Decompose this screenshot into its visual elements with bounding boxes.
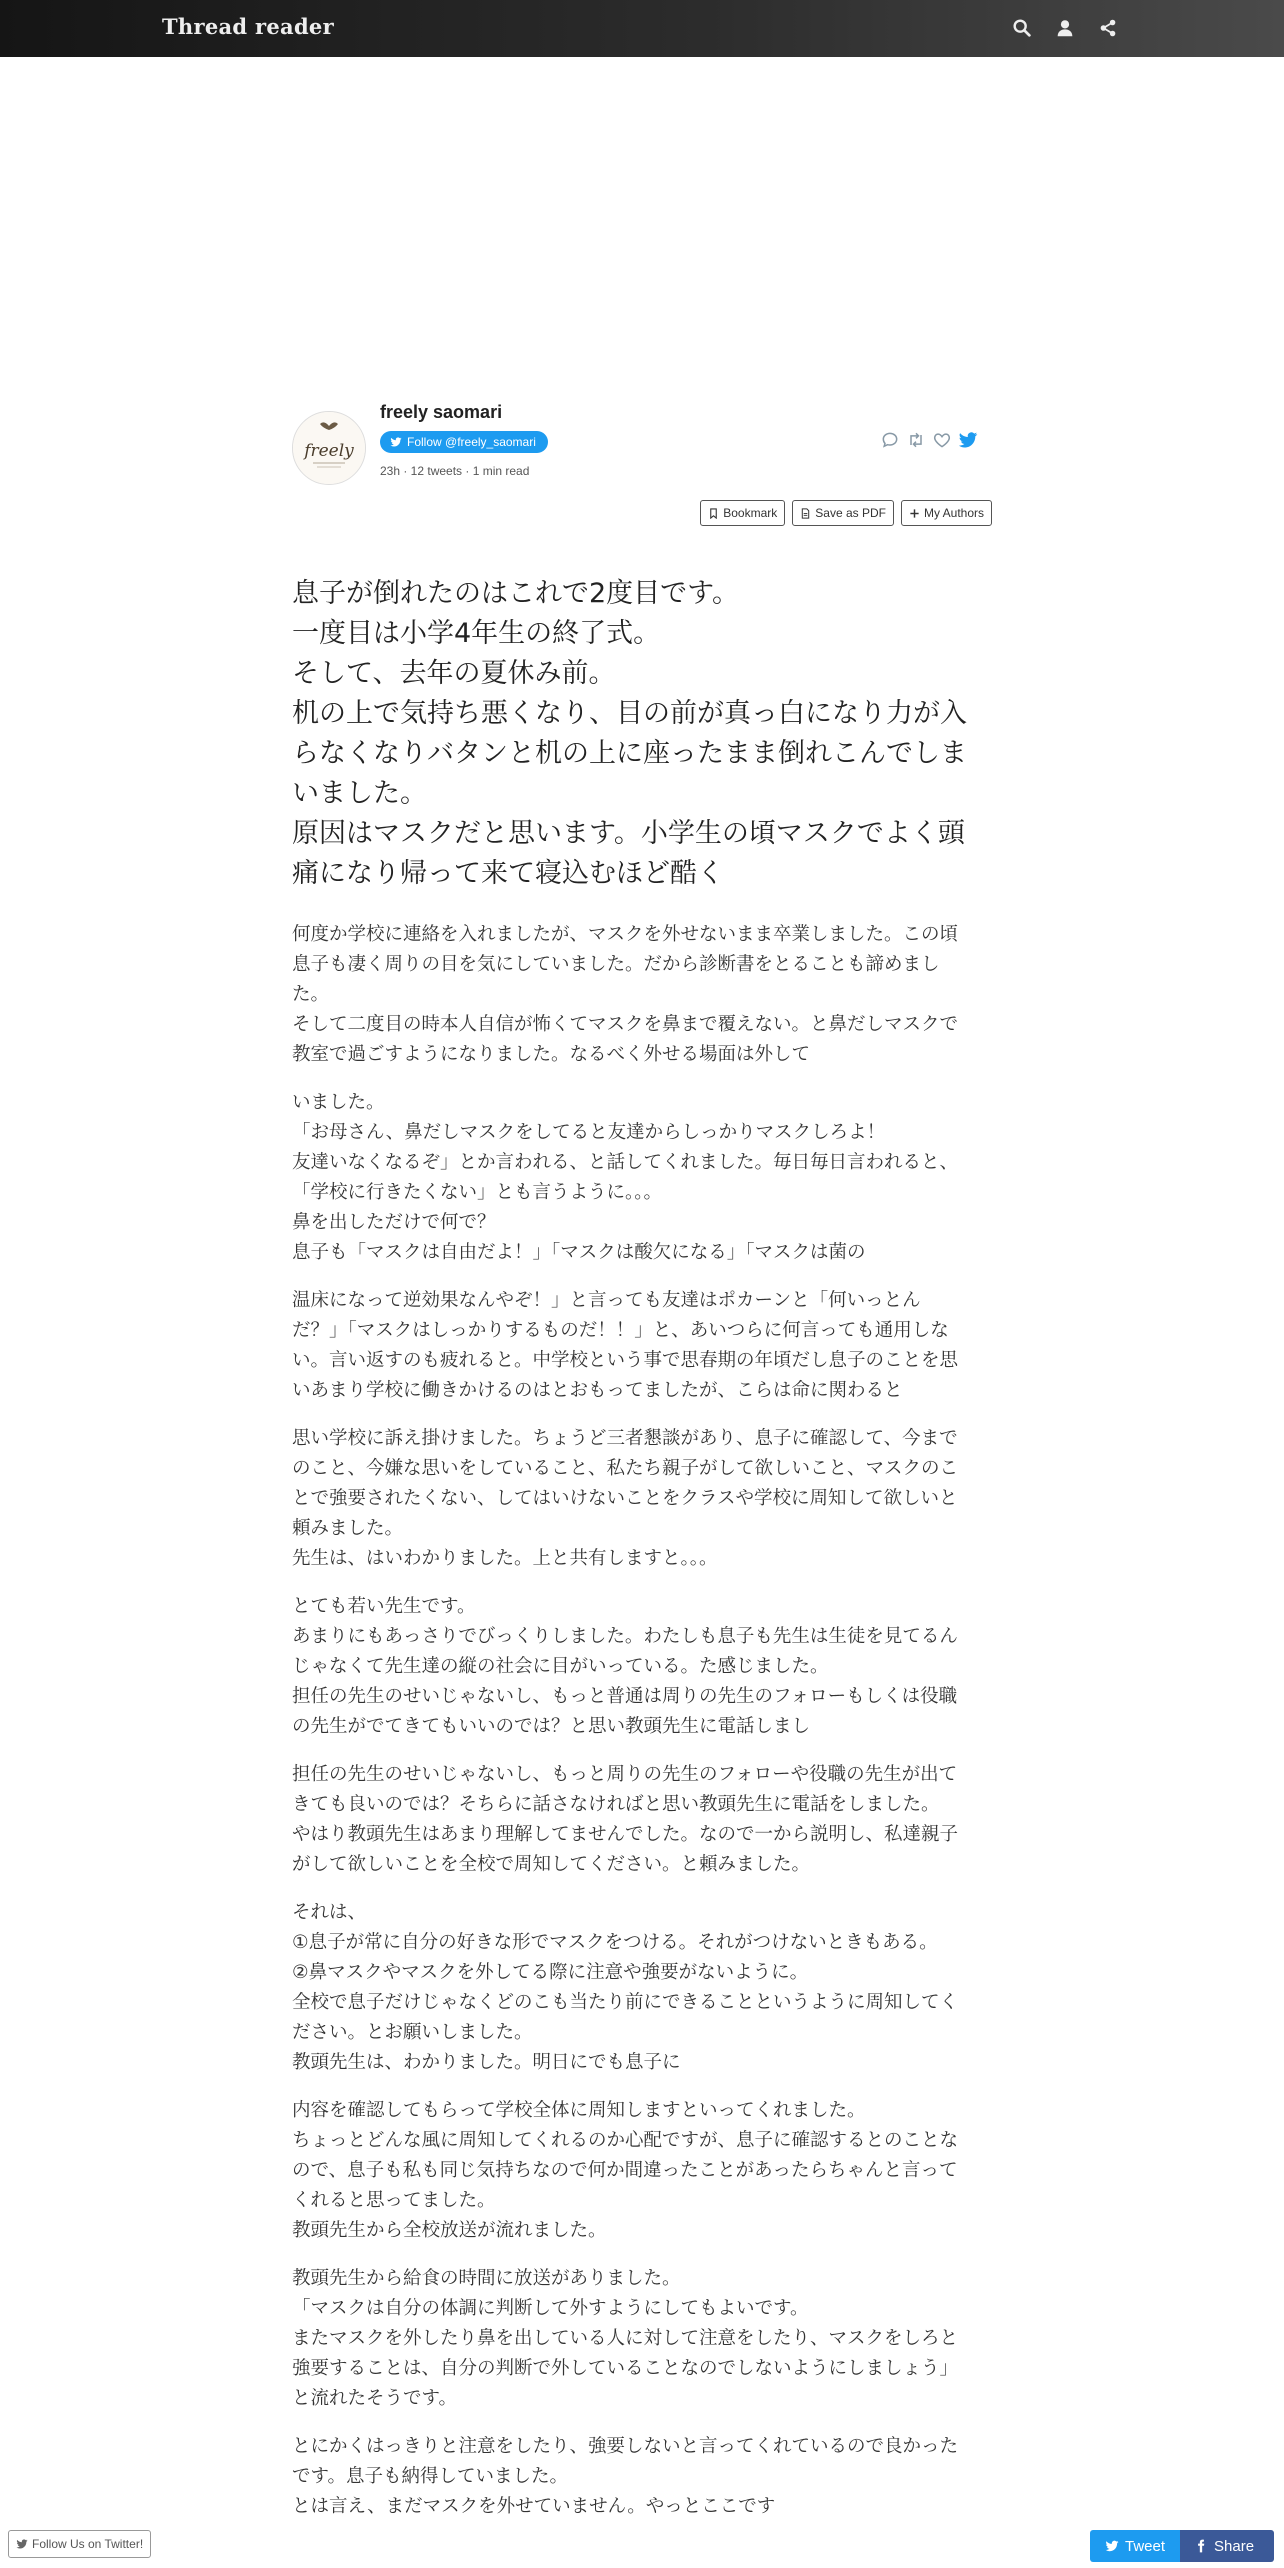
like-icon[interactable] xyxy=(932,430,952,450)
text-line: い。言い返すのも疲れると。中学校という事で思春期の年頃だし息子のことを思 xyxy=(292,1350,959,1371)
top-navbar xyxy=(0,0,1284,57)
text-line: とても若い先生です。 xyxy=(292,1596,476,1617)
tweet-paragraph xyxy=(292,1286,992,1406)
text-line: 痛になり帰って来て寝込むほど酷く xyxy=(292,858,724,889)
text-line: とは言え、まだマスクを外せていません。やっとここです xyxy=(292,2496,776,2517)
text-line: 担任の先生のせいじゃないし、もっと周りの先生のフォローや役職の先生が出て xyxy=(292,1764,958,1785)
share-label: Share xyxy=(1214,2537,1255,2555)
bookmark-icon xyxy=(708,508,719,519)
text-line: 内容を確認してもらって学校全体に周知しますといってくれました。 xyxy=(292,2100,866,2121)
text-line: 「マスクは自分の体調に判断して外すようにしてもよいです。 xyxy=(292,2298,809,2319)
text-line: 「お母さん、鼻だしマスクをしてると友達からしっかりマスクしろよ！ xyxy=(292,1122,886,1143)
text-line: た。 xyxy=(292,984,330,1005)
tweet-paragraph xyxy=(292,2096,992,2246)
text-line: のこと、今嫌な思いをしていること、私たち親子がして欲しいこと、マスクのこ xyxy=(292,1458,959,1479)
tweet-paragraph xyxy=(292,2432,992,2522)
my-authors-label: My Authors xyxy=(923,506,984,520)
follow-button-label: Follow @freely_saomari xyxy=(407,435,536,449)
avatar[interactable] xyxy=(292,411,366,485)
text-line: ②鼻マスクやマスクを外してる際に注意や強要がないように。 xyxy=(292,1962,809,1983)
text-line: きても良いのでは？そちらに話さなければと思い教頭先生に電話をしました。 xyxy=(292,1794,940,1815)
tweet-actions xyxy=(880,430,978,450)
twitter-bird-icon xyxy=(16,2538,28,2550)
text-line: 強要することは、自分の判断で外していることなのでしないようにしましょう」 xyxy=(292,2358,959,2379)
follow-us-twitter-button[interactable] xyxy=(8,2530,151,2558)
tweet-button[interactable] xyxy=(1090,2530,1180,2562)
tweet-paragraph xyxy=(292,2264,992,2414)
text-line: 先生は、はいわかりました。上と共有しますと。。。 xyxy=(292,1548,718,1569)
text-line: です。息子も納得していました。 xyxy=(292,2466,569,2487)
text-line: 息子が倒れたのはこれで2度目です。 xyxy=(292,578,740,609)
text-line: とで強要されたくない、してはいけないことをクラスや学校に周知して欲しいと xyxy=(292,1488,958,1509)
follow-us-label: Follow Us on Twitter! xyxy=(32,2537,144,2551)
bookmark-button[interactable] xyxy=(700,500,785,526)
retweet-icon[interactable] xyxy=(906,430,926,450)
text-line: そして、去年の夏休み前。 xyxy=(292,658,616,689)
tweet-paragraph xyxy=(292,1760,992,1880)
text-line: 「学校に行きたくない」とも言うように。。。 xyxy=(292,1182,663,1203)
text-line: じゃなくて先生達の縦の社会に目がいっている。た感じました。 xyxy=(292,1656,829,1677)
text-line: くれると思ってました。 xyxy=(292,2190,496,2211)
bookmark-label: Bookmark xyxy=(723,506,778,520)
twitter-bird-icon[interactable] xyxy=(958,430,978,450)
user-icon[interactable] xyxy=(1054,17,1076,39)
text-line: 温床になって逆効果なんやぞ！」と言っても友達はポカーンと「何いっとん xyxy=(292,1290,921,1311)
twitter-bird-icon xyxy=(1105,2539,1119,2553)
lead-tweet xyxy=(292,574,992,894)
text-line: 教頭先生から給食の時間に放送がありました。 xyxy=(292,2268,681,2289)
tweet-paragraph xyxy=(292,1088,992,1268)
text-line: やはり教頭先生はあまり理解してませんでした。なので一から説明し、私達親子 xyxy=(292,1824,959,1845)
tweet-paragraph xyxy=(292,1592,992,1742)
share-bar xyxy=(1090,2530,1274,2562)
text-line: ①息子が常に自分の好きな形でマスクをつける。それがつけないときもある。 xyxy=(292,1932,938,1953)
text-line: 何度か学校に連絡を入れましたが、マスクを外せないまま卒業しました。この頃 xyxy=(292,924,959,945)
text-line: だ？」「マスクはしっかりするものだ！！」と、あいつらに何言っても通用しな xyxy=(292,1320,949,1341)
text-line: と流れたそうです。 xyxy=(292,2388,458,2409)
text-line: 頼みました。 xyxy=(292,1518,404,1539)
text-line: ちょっとどんな風に周知してくれるのか心配ですが、息子に確認するとのことな xyxy=(292,2130,959,2151)
tweet-paragraph xyxy=(292,1898,992,2078)
text-line: 友達いなくなるぞ」とか言われる、と話してくれました。毎日毎日言われると、 xyxy=(292,1152,959,1173)
text-line: いました。 xyxy=(292,1092,385,1113)
text-line: らなくなりバタンと机の上に座ったまま倒れこんでしま xyxy=(292,738,967,769)
text-line: 息子も「マスクは自由だよ！」「マスクは酸欠になる」「マスクは菌の xyxy=(292,1242,866,1263)
text-line: ので、息子も私も同じ気持ちなので何か間違ったことがあったらちゃんと言って xyxy=(292,2160,958,2181)
text-line: あまりにもあっさりでびっくりしました。わたしも息子も先生は生徒を見てるん xyxy=(292,1626,958,1647)
text-line: 教室で過ごすようになりました。なるべく外せる場面は外して xyxy=(292,1044,811,1065)
search-icon[interactable] xyxy=(1011,17,1033,39)
reply-icon[interactable] xyxy=(880,430,900,450)
share-icon[interactable] xyxy=(1097,17,1119,39)
avatar-logo-text: freely xyxy=(304,441,354,461)
save-pdf-label: Save as PDF xyxy=(815,506,886,520)
text-line: そして二度目の時本人自信が怖くてマスクを鼻まで覆えない。と鼻だしマスクで xyxy=(292,1014,959,1035)
thread-content xyxy=(292,574,992,2540)
text-line: 息子も凄く周りの目を気にしていました。だから診断書をとることも諦めまし xyxy=(292,954,940,975)
text-line: の先生がでてきてもいいのでは？と思い教頭先生に電話しまし xyxy=(292,1716,811,1737)
tweet-paragraph xyxy=(292,1424,992,1574)
text-line: またマスクを外したり鼻を出している人に対して注意をしたり、マスクをしろと xyxy=(292,2328,959,2349)
pdf-file-icon xyxy=(800,508,811,519)
text-line: 全校で息子だけじゃなくどのこも当たり前にできることというように周知してく xyxy=(292,1992,959,2013)
text-line: 鼻を出しただけで何で？ xyxy=(292,1212,496,1233)
text-line: いました。 xyxy=(292,778,427,809)
brand-logo[interactable]: Thread reader xyxy=(162,14,334,39)
text-line: 一度目は小学4年生の終了式。 xyxy=(292,618,661,649)
text-line: 思い学校に訴え掛けました。ちょうど三者懇談があり、息子に確認して、今まで xyxy=(292,1428,958,1449)
text-line: ださい。とお願いしました。 xyxy=(292,2022,533,2043)
twitter-bird-icon xyxy=(390,436,402,448)
tweet-paragraph xyxy=(292,920,992,1070)
text-line: いあまり学校に働きかけるのはとおもってましたが、こらは命に関わると xyxy=(292,1380,903,1401)
text-line: 教頭先生は、わかりました。明日にでも息子に xyxy=(292,2052,681,2073)
thread-action-buttons xyxy=(700,500,992,526)
text-line: 担任の先生のせいじゃないし、もっと普通は周りの先生のフォローもしくは役職 xyxy=(292,1686,958,1707)
text-line: とにかくはっきりと注意をしたり、強要しないと言ってくれているので良かった xyxy=(292,2436,959,2457)
text-line: それは、 xyxy=(292,1902,367,1923)
text-line: がして欲しいことを全校で周知してください。と頼みました。 xyxy=(292,1854,811,1875)
tweet-label: Tweet xyxy=(1125,2537,1166,2555)
facebook-share-button[interactable] xyxy=(1180,2530,1274,2562)
text-line: 机の上で気持ち悪くなり、目の前が真っ白になり力が入 xyxy=(292,698,967,729)
text-line: 原因はマスクだと思います。小学生の頃マスクでよく頭 xyxy=(292,818,965,849)
author-name[interactable]: freely saomari xyxy=(380,402,503,422)
thread-meta: 23h · 12 tweets · 1 min read xyxy=(380,464,530,478)
my-authors-button[interactable] xyxy=(901,500,992,526)
text-line: 教頭先生から全校放送が流れました。 xyxy=(292,2220,607,2241)
save-pdf-button[interactable] xyxy=(792,500,894,526)
facebook-icon xyxy=(1194,2539,1208,2553)
follow-button[interactable] xyxy=(380,431,548,453)
plus-icon xyxy=(909,508,920,519)
